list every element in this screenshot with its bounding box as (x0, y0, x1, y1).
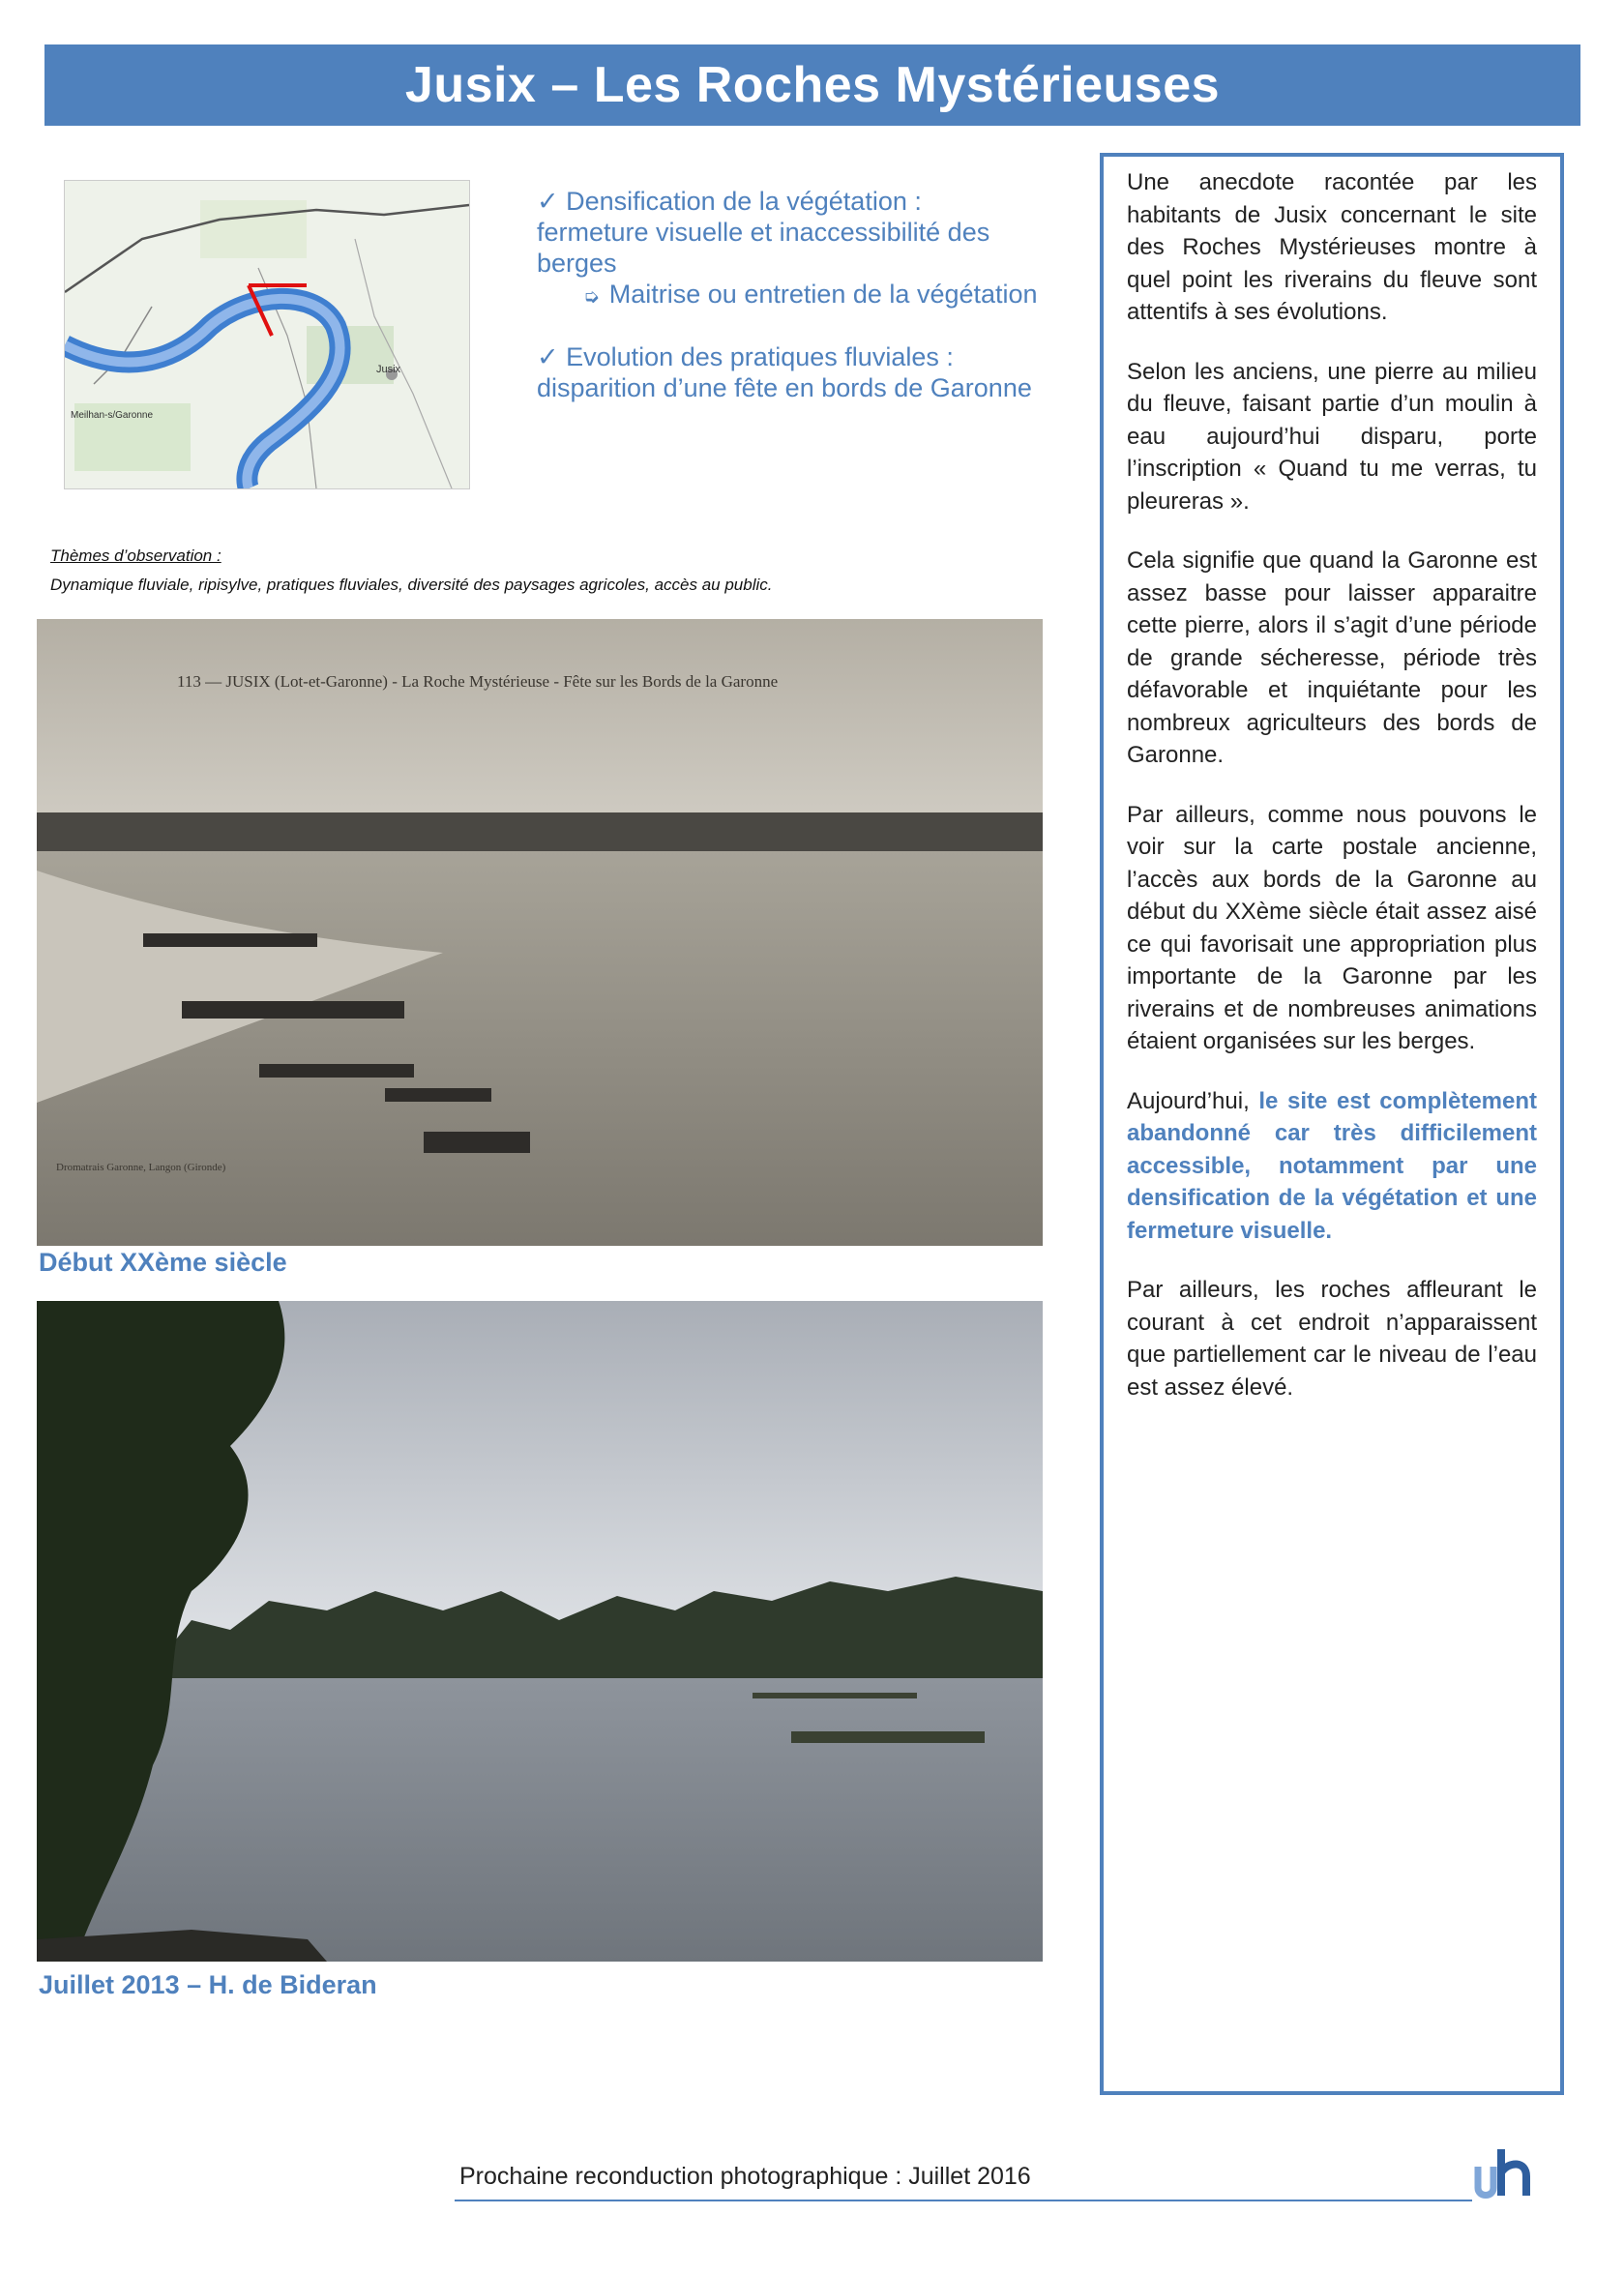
sidebar-paragraph-6: Par ailleurs, les roches affleurant le courant à cet endroit n’apparaissent que partiellement car le niveau de l’eau est assez élevé. (1127, 1277, 1537, 1401)
themes-title: Thèmes d’observation : (50, 546, 221, 565)
anecdote-sidebar (1100, 153, 1564, 2095)
themes-block (50, 546, 1066, 595)
sidebar-paragraph-3: Cela signifie que quand la Garonne est assez basse pour laisser apparaitre cette pierre, alors il s’agit d’une période de grande sécheresse, période très défavorable et inquiétante pour les nombreux agriculteurs des bords de Garonne. (1127, 547, 1537, 768)
bullet-practices: ✓ Evolution des pratiques fluviales : disparition d’une fête en bords de Garonne (537, 342, 1032, 402)
sub-bullet-text: Maitrise ou entretien de la végétation (608, 280, 1038, 309)
postcard-title: 113 — JUSIX (Lot-et-Garonne) - La Roche Mystérieuse - Fête sur les Bords de la Garonne (177, 672, 779, 691)
sidebar-paragraph-5 (1127, 1085, 1537, 1248)
page-title: Jusix – Les Roches Mystérieuses (404, 57, 1221, 113)
photo1-caption: Début XXème siècle (39, 1248, 287, 1277)
historic-postcard-photo (37, 619, 1043, 1246)
sidebar-paragraph-1: Une anecdote racontée par les habitants de Jusix concernant le site des Roches Mystérieuses montre à quel point les riverains du fleuve sont attentifs à ses évolutions. (1127, 169, 1537, 325)
map-label-town2: Meilhan-s/Garonne (71, 410, 154, 421)
bullet-vegetation: ✓ Densification de la végétation : fermeture visuelle et inaccessibilité des berges (537, 187, 990, 278)
themes-text: Dynamique fluviale, ripisylve, pratiques fluviales, diversité des paysages agricoles, accès au public. (50, 576, 773, 594)
photo2-caption: Juillet 2013 – H. de Bideran (39, 1970, 377, 1999)
arrow-icon: ➭ (583, 286, 600, 308)
map-label-town: Jusix (376, 364, 401, 375)
page-header (44, 44, 1580, 126)
modern-photo (37, 1301, 1043, 1962)
sub-bullet-maintenance (583, 279, 1040, 312)
modern-photo-illustration (37, 1301, 1043, 1962)
sidebar-paragraph-4: Par ailleurs, comme nous pouvons le voir sur la carte postale ancienne, l’accès aux bords de la Garonne au début du XXème siècle était assez aisé ce qui favorisait une appropriation plus importante de la Garonne par les riverains et de nombreuses animations étaient organisées sur les berges. (1127, 801, 1537, 1054)
organization-logo-icon (1470, 2138, 1540, 2205)
sidebar-p5-lead: Aujourd’hui, (1127, 1087, 1259, 1114)
observation-bullets (537, 186, 1040, 403)
location-map (64, 180, 470, 489)
footer-divider (455, 2200, 1472, 2201)
sidebar-paragraph-2: Selon les anciens, une pierre au milieu du fleuve, faisant partie d’un moulin à eau aujourd’hui disparu, porte l’inscription « Quand tu me verras, tu pleureras ». (1127, 358, 1537, 515)
postcard-illustration (37, 619, 1043, 1246)
postcard-credit: Dromatrais Garonne, Langon (Gironde) (56, 1162, 226, 1173)
sidebar-p5-highlight: le site est complètement abandonné car très difficilement accessible, notamment par une densification de la végétation et une fermeture visuelle. (1127, 1087, 1537, 1244)
footer-text: Prochaine reconduction photographique : Juillet 2016 (459, 2163, 1031, 2190)
map-illustration (65, 181, 469, 488)
